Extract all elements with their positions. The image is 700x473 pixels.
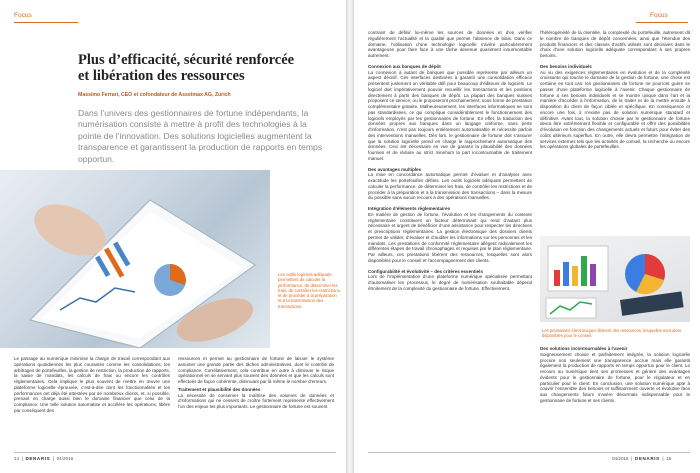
magazine-name: DENARIS <box>634 456 660 461</box>
subheading: Des besoins individuels <box>540 63 592 69</box>
body-paragraph: En matière de gestion de fortune, l’évolution et les changements du contexte réglementaire constituent un facteur déterminant qui rend d’autant plus nécessaire et urgent de bénéficier d’une assistance pour respecter les directives et prescriptions réglementaires. La gestion électronique des dossiers clients permet de valider, d’évaluer et d’auditer les informations sur les personnes et les mandats. Les prestations de conformité réglementaire allègent radicalement les différentes étapes de travail chronophages et requises par le plan réglementaire. Par ailleurs, ces prestations libèrent des ressources, lesquelles sont alors disponibles pour le conseil et l’accompagnement des clients. <box>368 211 532 263</box>
subheading: Des solutions incontournables à l’avenir <box>540 346 628 351</box>
hero-photo-tablet-charts <box>0 170 270 348</box>
photo-caption: Les outils logiciels adéquats permettent de calculer la performance, de déterminer les frais, de contrôler les restrictions et de procéder à la préparation et à la transmission des transactions. <box>278 272 340 309</box>
article-title: Plus d’efficacité, sécurité renforcée et libération des ressources <box>78 52 295 84</box>
spine-gutter <box>346 0 354 473</box>
section-tag: Focus <box>650 12 668 19</box>
section-rule <box>636 22 688 23</box>
body-column-2 <box>178 356 334 410</box>
body-column-2-bottom <box>540 346 690 404</box>
article-author: Massimo Ferrari, CEO et cofondateur de Assetmax AG, Zurich <box>78 92 231 98</box>
body-column-1: Le passage au numérique minimise la charge de travail correspondant aux opérations quotidiennes les plus courantes comme les consolidations, les arbitrages de portefeuilles, la gestion de restriction, la production de rapports, la saisie de mandats, les calculs de frais ou encore les contrôles réglementaires. Cela implique le plus souvent de mettre en œuvre une plateforme logicielle éprouvée, c’est-à-dire dont les fonctionnalités et les performances ont déjà été attestées par de nombreux clients, et, si possible, prenant en charge aussi bien le domaine financier que celui de la compliance. Une telle solution automatise et accélère les opérations, libère par conséquent des <box>14 356 170 413</box>
left-page <box>0 0 346 473</box>
issue-number: 04/2016 <box>612 456 629 461</box>
issue-number: 04/2016 <box>56 456 74 461</box>
tablet-illustration <box>0 170 270 348</box>
subheading: Intégration d’éléments réglementaires <box>368 206 451 211</box>
article-lead: Dans l’univers des gestionnaires de fortune indépendants, la numérisation consiste à mettre à profit des technologies à la pointe de l’innovation. Des solutions logicielles augmentent la transparence et garantissent la production de rapports en temps opportun. <box>78 108 323 164</box>
footer-rule <box>368 452 690 453</box>
section-tag: Focus <box>14 12 32 19</box>
footer: 14 | DENARIS | 04/2016 <box>14 456 74 461</box>
reports-photo <box>540 236 690 322</box>
body-paragraph: contraint de définir lui-même les sources de données et d’en vérifier régulièrement l’actualité et la qualité que permet l’absence de biais. Dans ce domaine, l’utilisation d’une technologie logicielle s’avère particulièrement avantageuse pour faire face à une tâche devenue quasiment insurmontable autrement. <box>368 30 532 58</box>
body-paragraph: Au vu des exigences réglementaires en évolution et de la complexité croissante qui touche le domaine de la gestion de fortune, une chose est certaine en tout cas: les gestionnaires de fortune ne pourront guère se passer d’une plateforme logicielle à l’avenir. Chaque gestionnaire de fortune a ses besoins individuels et se montre unique dans l’art et la manière d’accéder à l’information, de la traiter et de la mettre ensuite à disposition du client de façon ciblée et spécifique. En conséquence et encore une fois, il n’existe pas de solution numérique standard et définitive. Avant tout, la solution choisie par le gestionnaire de fortune devra être extrêmement flexible et configurable et offrir des possibilités d’évolution en fonction des changements actuels et futurs pour éviter des coûts ultérieurs superflus. En outre, elle devra permettre l’intégration de services externes tels que les activités de conseil, la recherche ou encore les opérations globales de portefeuilles. <box>540 69 690 150</box>
footer-rule <box>14 452 336 453</box>
page-number: 14 <box>14 456 20 461</box>
body-paragraph: La nécessité de conserver la maîtrise des volumes de données et d’informations qui ne cessent de croître fortement représente effectivement l’un des enjeux les plus importants. Le gestionnaire de fortune est souvent <box>178 392 334 409</box>
page-number: 15 <box>666 456 672 461</box>
subheading: Connexion aux banques de dépôt <box>368 63 441 69</box>
charts-illustration <box>540 236 690 322</box>
body-paragraph: La connexion à autant de banques que possible représente par ailleurs un aspect décisif. Ces interfaces destinées à garantir une consolidation efficace présentent justement un véritable défi pour beaucoup d’éditeurs de logiciels. Le logiciel doit impérativement pouvoir recueillir les transactions et les positions directement à partir des banques de dépôt. La plupart des banques suisses proposent ce service, ou le proposeront prochainement, sous forme de prestation complémentaire gratuite. Malheureusement, les interfaces informatiques ne sont pas standardisées, ce qui complique considérablement le fonctionnement des logiciels employés par les gestionnaires de fortune. En effet, la traduction des données propres aux banques dans un langage uniforme, sans perte d’information, n’est pas toujours entièrement automatisable et nécessite parfois des interventions manuelles. Dès lors, le gestionnaire de fortune doit s’assurer que la solution logicielle prend en charge le rapprochement automatique des données. Ceci est nécessaire en vue de garantir la plausibilité des données fournies et de réduire au strict minimum la part incontournable de traitement manuel. <box>368 69 532 161</box>
body-paragraph: La mise en concordance automatique permet d’évaluer et d’analyser avec exactitude les portefeuilles définis. Les outils logiciels adéquats permettent de calculer la performance, de déterminer les frais, de contrôler les restrictions et de procéder à la préparation et à la transmission des transactions – dans la mesure du possible sans aucun recours à des opérations manuelles. <box>368 172 532 201</box>
body-paragraph: Lors de l’implémentation d’une plateforme numérique spécialisée permettant d’automatiser les processus, le degré de numérisation souhaitable dépend étroitement de la complexité du gestionnaire de fortune. Effectivement, <box>368 274 532 291</box>
body-paragraph: ressources et permet au gestionnaire de fortune de laisser le système assumer une grande partie des tâches administratives, dont le contrôle de compliance. Corrélativement, cela contribue en outre à diminuer le risque opérationnel en se servant plus souvent des données et que les calculs sont effectués de façon cohérente, diminuant par là même le nombre d’erreurs. <box>178 356 334 384</box>
magazine-name: DENARIS <box>25 456 51 461</box>
photo-caption: Les prestations électroniques libèrent des ressources, lesquelles sont alors disponibles pour le conseil. <box>542 328 682 339</box>
subheading: Traitement et plausibilité des données <box>178 386 261 392</box>
right-page <box>354 0 700 473</box>
subheading: Des avantages multiples <box>368 166 422 172</box>
body-paragraph: Soigneusement choisie et parfaitement intégrée, la solution logicielle procure non seulement une transparence accrue mais elle garantit également la production de rapports en temps opportun pour le client. Le recours au numérique tient ses promesses et génère des avantages évidents pour le gestionnaire de fortune, pour le régulateur et en particulier pour le client. En conclusion, une solution numérique apte à couvrir l’ensemble des besoins et suffisamment ouverte et évolutive face aux changements futurs s’avère désormais indispensable pour le gestionnaire de fortune et ses clients. <box>540 351 690 403</box>
body-paragraph: l’hétérogénéité de la clientèle, la complexité du portefeuille, autrement dit le nombre de banques de dépôt concernées, ainsi que l’étendue des produits financiers et des classes d’actifs utilisés sont décisives dans le choix d’une solution logicielle adéquate correspondant à ses propres besoins. <box>540 30 690 58</box>
subheading: Configurabilité et évolutivité – des critères essentiels <box>368 268 483 274</box>
footer: 04/2016 | DENARIS | 15 <box>612 456 672 461</box>
body-column-1 <box>368 30 532 292</box>
section-rule <box>14 22 78 23</box>
body-column-2-top <box>540 30 690 150</box>
